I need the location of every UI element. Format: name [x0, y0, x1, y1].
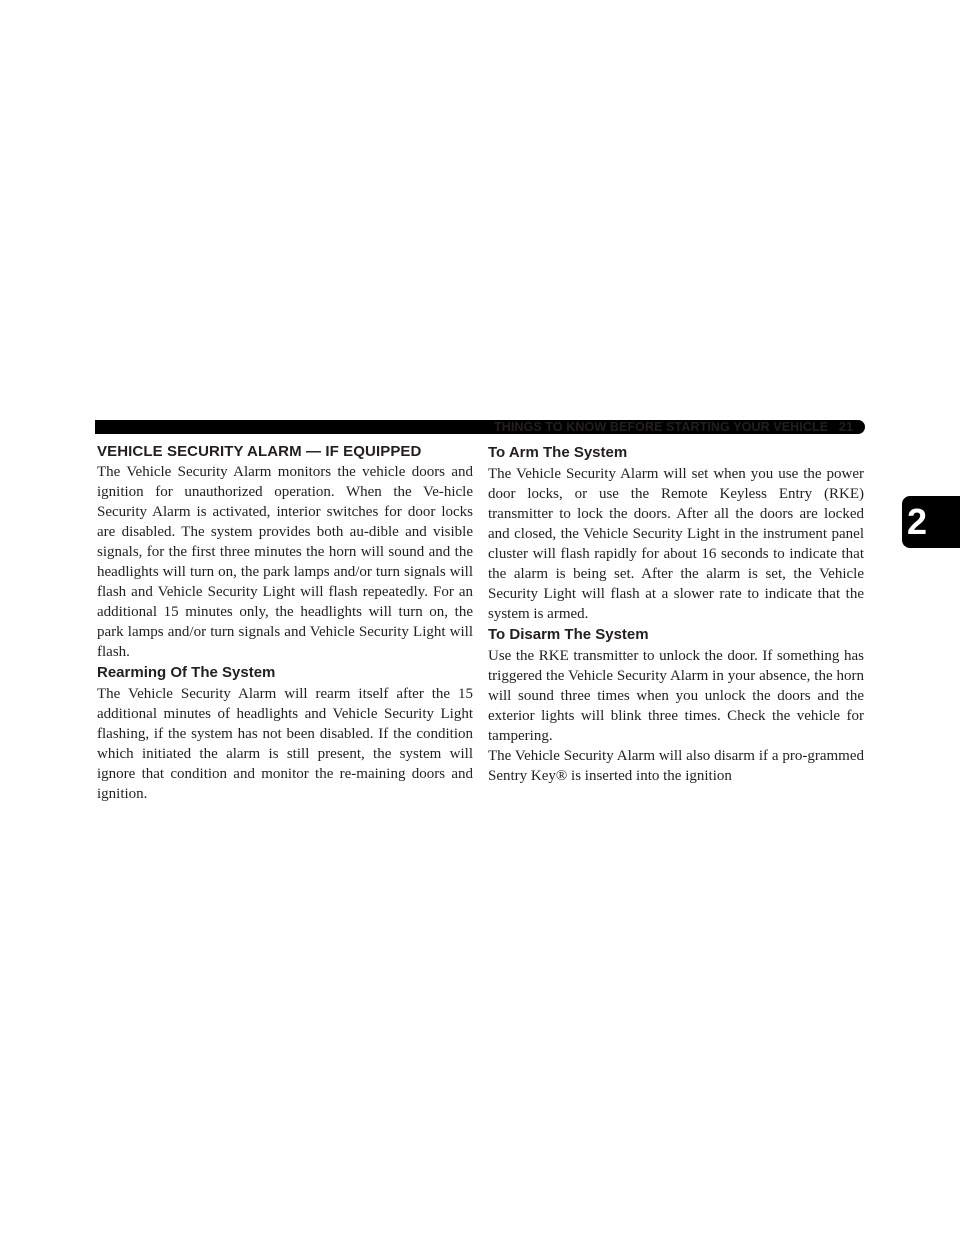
disarm-paragraph-1: Use the RKE transmitter to unlock the door. If something has triggered the Vehicle Security Alarm in your absence, the horn will sound three times when you unlock the doors and the exterior lights will blink three times. Check the vehicle for tampering.: [488, 648, 864, 744]
disarm-paragraph-2: The Vehicle Security Alarm will also disarm if a pro-grammed Sentry Key® is inserted into the ignition: [488, 748, 864, 784]
running-header: [494, 418, 853, 436]
rearming-paragraph: The Vehicle Security Alarm will rearm itself after the 15 additional minutes of headlights and Vehicle Security Light flashing, if the system has not been disabled. If the condition which initiated the alarm is still present, the system will ignore that condition and monitor the re-maining doors and ignition.: [97, 686, 473, 802]
chapter-tab: [902, 496, 960, 548]
right-column: [488, 438, 864, 786]
section-title: VEHICLE SECURITY ALARM — IF EQUIPPED: [97, 443, 422, 460]
arm-heading: To Arm The System: [488, 444, 628, 461]
disarm-heading: To Disarm The System: [488, 626, 649, 643]
page-number: 21: [838, 420, 854, 434]
intro-paragraph: The Vehicle Security Alarm monitors the vehicle doors and ignition for unauthorized operation. When the Ve-hicle Security Alarm is activated, interior switches for door locks are disabled. The system provides both au-dible and visible signals, for the first three minutes the horn will sound and the headlights will turn on, the park lamps and/or turn signals will flash and Vehicle Security Light will flash repeatedly. For an additional 15 minutes only, the headlights will turn on, the park lamps and/or turn signals and Vehicle Security Light will flash.: [97, 464, 473, 660]
running-header-title: THINGS TO KNOW BEFORE STARTING YOUR VEHICLE: [494, 420, 829, 434]
arm-paragraph: The Vehicle Security Alarm will set when you use the power door locks, or use the Remote Keyless Entry (RKE) transmitter to lock the doors. After all the doors are locked and closed, the Vehicle Security Light in the instrument panel cluster will flash rapidly for about 16 seconds to indicate that the alarm is being set. After the alarm is set, the Vehicle Security Light will flash at a slower rate to indicate that the system is armed.: [488, 466, 864, 622]
left-column: [97, 438, 473, 804]
chapter-number: 2: [907, 501, 928, 542]
rearming-heading: Rearming Of The System: [97, 664, 276, 681]
